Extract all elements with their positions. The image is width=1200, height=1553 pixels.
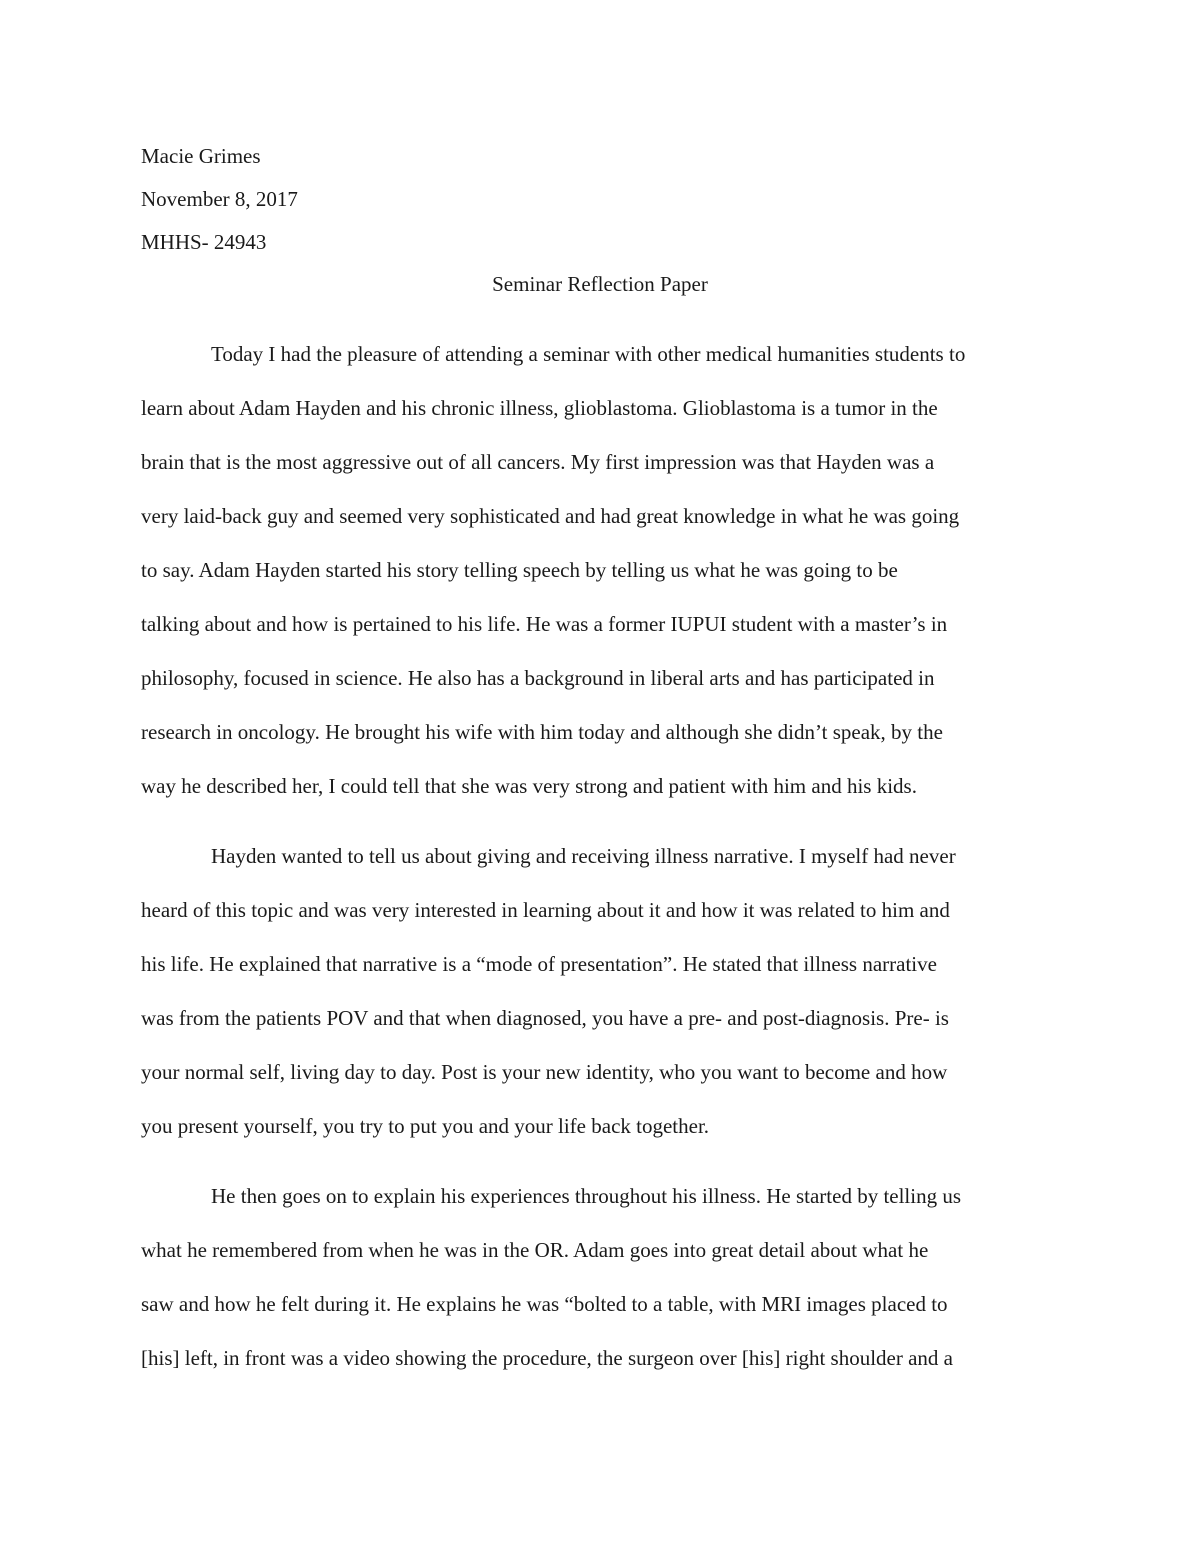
paragraph-1-line: talking about and how is pertained to his life. He was a former IUPUI student with a master’s in: [141, 612, 948, 636]
course-code: MHHS- 24943: [141, 230, 267, 254]
paragraph-2-line: Hayden wanted to tell us about giving and receiving illness narrative. I myself had never: [211, 844, 956, 868]
paragraph-2-line: his life. He explained that narrative is a “mode of presentation”. He stated that illness narrative: [141, 952, 937, 976]
paragraph-3-line: [his] left, in front was a video showing the procedure, the surgeon over [his] right shoulder and a: [141, 1346, 953, 1370]
paragraph-2-line: was from the patients POV and that when diagnosed, you have a pre- and post-diagnosis. Pre- is: [141, 1006, 949, 1030]
paragraph-3-line: saw and how he felt during it. He explains he was “bolted to a table, with MRI images placed to: [141, 1292, 948, 1316]
paragraph-3-line: He then goes on to explain his experiences throughout his illness. He started by telling us: [211, 1184, 962, 1208]
paragraph-2-line: you present yourself, you try to put you and your life back together.: [141, 1114, 710, 1138]
submission-date: November 8, 2017: [141, 187, 298, 211]
paragraph-1-line: research in oncology. He brought his wife with him today and although she didn’t speak, by the: [141, 720, 943, 744]
paragraph-1-line: philosophy, focused in science. He also has a background in liberal arts and has participated in: [141, 666, 935, 690]
paragraph-2-line: your normal self, living day to day. Post is your new identity, who you want to become and how: [141, 1060, 948, 1084]
paragraph-1-line: Today I had the pleasure of attending a seminar with other medical humanities students to: [211, 342, 966, 366]
paper-title: Seminar Reflection Paper: [492, 272, 708, 296]
paragraph-3-line: what he remembered from when he was in the OR. Adam goes into great detail about what he: [141, 1238, 929, 1262]
paragraph-1-line: brain that is the most aggressive out of all cancers. My first impression was that Hayden was a: [141, 450, 935, 474]
paragraph-1-line: learn about Adam Hayden and his chronic illness, glioblastoma. Glioblastoma is a tumor in the: [141, 396, 938, 420]
paragraph-2-line: heard of this topic and was very interested in learning about it and how it was related to him and: [141, 898, 950, 922]
paragraph-1-line: to say. Adam Hayden started his story telling speech by telling us what he was going to be: [141, 558, 898, 582]
paragraph-1-line: way he described her, I could tell that she was very strong and patient with him and his kids.: [141, 774, 917, 798]
author-name: Macie Grimes: [141, 144, 261, 168]
paragraph-1-line: very laid-back guy and seemed very sophisticated and had great knowledge in what he was going: [141, 504, 960, 528]
